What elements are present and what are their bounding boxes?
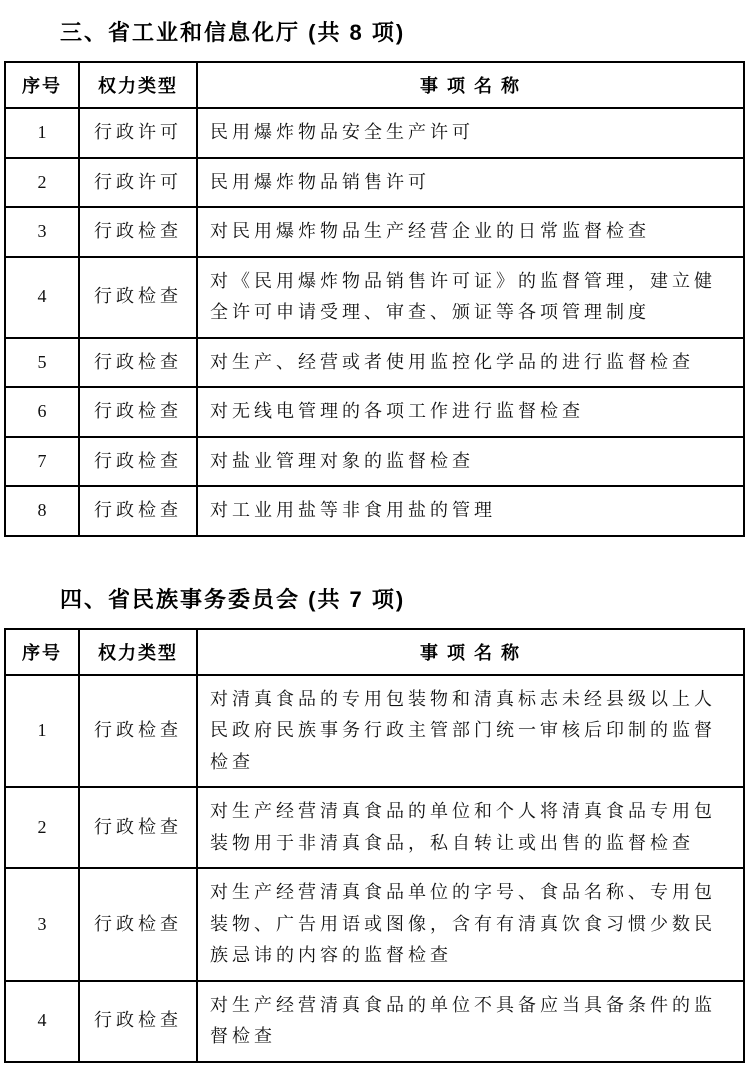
column-header-type: 权力类型 — [79, 629, 197, 675]
power-type-cell: 行政检查 — [79, 868, 197, 981]
row-index-cell: 2 — [5, 158, 79, 208]
power-type-cell: 行政检查 — [79, 338, 197, 388]
item-name-cell: 对盐业管理对象的监督检查 — [197, 437, 744, 487]
table-row — [5, 387, 744, 437]
power-type-cell: 行政检查 — [79, 207, 197, 257]
section-ethnic-affairs-commission — [4, 583, 743, 1063]
row-index-cell: 7 — [5, 437, 79, 487]
table-row — [5, 675, 744, 788]
item-name-cell: 对无线电管理的各项工作进行监督检查 — [197, 387, 744, 437]
column-header-name: 事 项 名 称 — [197, 62, 744, 108]
power-type-cell: 行政检查 — [79, 675, 197, 788]
table-row — [5, 437, 744, 487]
item-name-cell: 对生产经营清真食品的单位和个人将清真食品专用包装物用于非清真食品，私自转让或出售的监督检查 — [197, 787, 744, 868]
column-header-name: 事 项 名 称 — [197, 629, 744, 675]
table-row — [5, 207, 744, 257]
table-row — [5, 338, 744, 388]
item-name-cell: 对《民用爆炸物品销售许可证》的监督管理，建立健全许可申请受理、审查、颁证等各项管理制度 — [197, 257, 744, 338]
item-name-cell: 民用爆炸物品销售许可 — [197, 158, 744, 208]
power-type-cell: 行政检查 — [79, 387, 197, 437]
power-type-cell: 行政检查 — [79, 981, 197, 1062]
table-row — [5, 868, 744, 981]
power-type-cell: 行政检查 — [79, 257, 197, 338]
column-header-index: 序号 — [5, 629, 79, 675]
power-type-cell: 行政许可 — [79, 158, 197, 208]
row-index-cell: 4 — [5, 257, 79, 338]
item-name-cell: 民用爆炸物品安全生产许可 — [197, 108, 744, 158]
item-name-cell: 对民用爆炸物品生产经营企业的日常监督检查 — [197, 207, 744, 257]
power-type-cell: 行政检查 — [79, 787, 197, 868]
table-header-row — [5, 62, 744, 108]
power-type-cell: 行政检查 — [79, 437, 197, 487]
row-index-cell: 8 — [5, 486, 79, 536]
table-row — [5, 257, 744, 338]
power-items-table — [4, 628, 745, 1063]
column-header-index: 序号 — [5, 62, 79, 108]
table-row — [5, 787, 744, 868]
power-type-cell: 行政许可 — [79, 108, 197, 158]
column-header-type: 权力类型 — [79, 62, 197, 108]
item-name-cell: 对生产、经营或者使用监控化学品的进行监督检查 — [197, 338, 744, 388]
row-index-cell: 4 — [5, 981, 79, 1062]
table-row — [5, 158, 744, 208]
item-name-cell: 对生产经营清真食品的单位不具备应当具备条件的监督检查 — [197, 981, 744, 1062]
section-title: 三、省工业和信息化厅 (共 8 项) — [60, 20, 406, 45]
section-title: 四、省民族事务委员会 (共 7 项) — [60, 586, 406, 612]
power-items-table — [4, 61, 745, 537]
row-index-cell: 1 — [5, 675, 79, 788]
item-name-cell: 对工业用盐等非食用盐的管理 — [197, 486, 744, 536]
table-row — [5, 981, 744, 1062]
table-row — [5, 486, 744, 536]
item-name-cell: 对生产经营清真食品单位的字号、食品名称、专用包装物、广告用语或图像，含有有清真饮食习惯少数民族忌讳的内容的监督检查 — [197, 868, 744, 981]
row-index-cell: 1 — [5, 108, 79, 158]
power-type-cell: 行政检查 — [79, 486, 197, 536]
row-index-cell: 5 — [5, 338, 79, 388]
table-header-row — [5, 629, 744, 675]
row-index-cell: 6 — [5, 387, 79, 437]
table-row — [5, 108, 744, 158]
row-index-cell: 3 — [5, 868, 79, 981]
section-industry-information-dept — [4, 16, 743, 537]
row-index-cell: 3 — [5, 207, 79, 257]
item-name-cell: 对清真食品的专用包装物和清真标志未经县级以上人民政府民族事务行政主管部门统一审核后印制的监督检查 — [197, 675, 744, 788]
row-index-cell: 2 — [5, 787, 79, 868]
